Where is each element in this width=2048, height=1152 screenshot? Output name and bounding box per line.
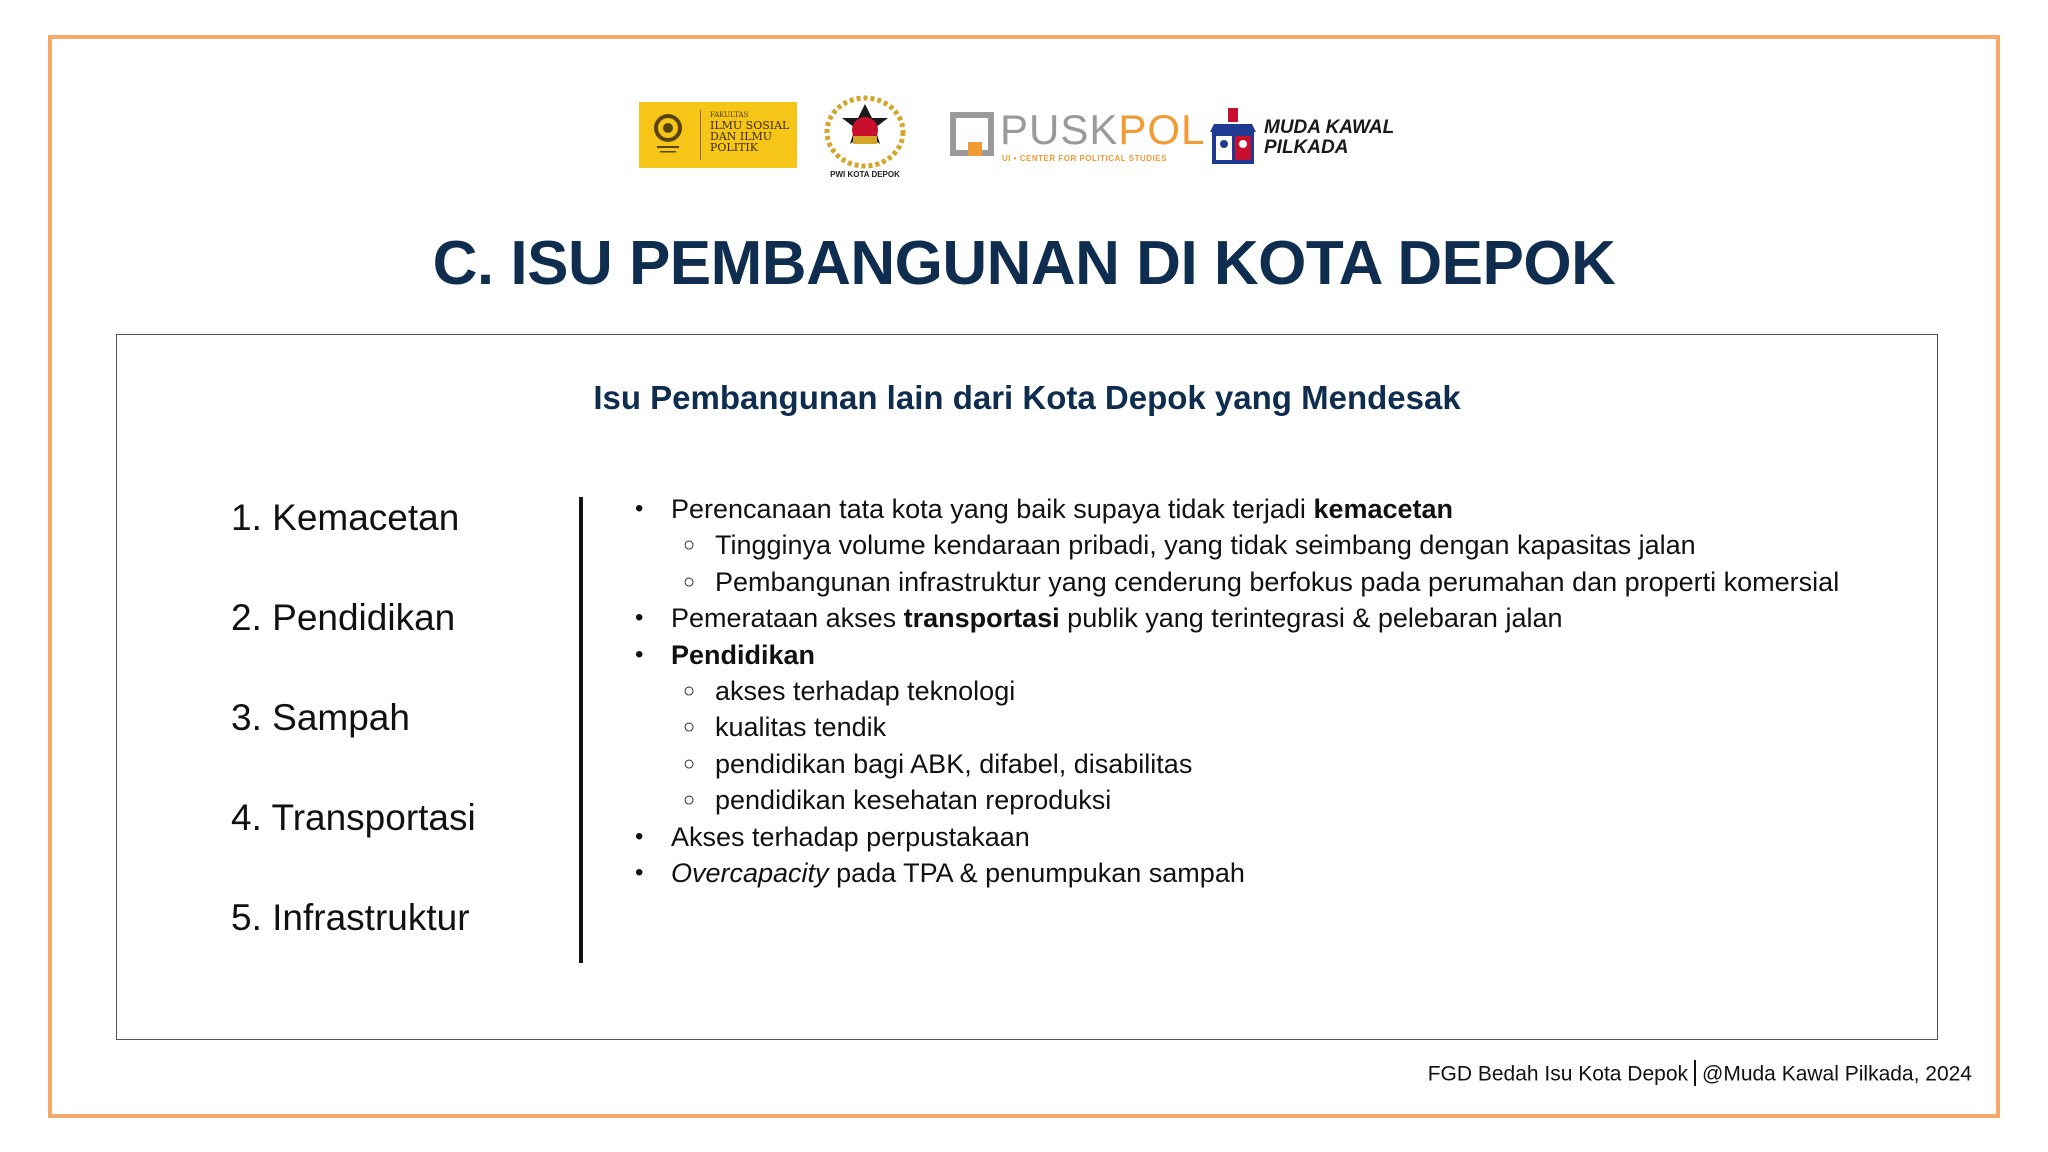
detail-item xyxy=(627,855,1887,891)
puskapol-word-end: POL xyxy=(1118,106,1206,153)
mkp-line-2: PILKADA xyxy=(1264,137,1349,158)
detail-text: Tingginya volume kendaraan pribadi, yang tidak seimbang dengan kapasitas jalan xyxy=(715,530,1696,561)
puskapol-word-start: PUSK xyxy=(1000,106,1119,153)
hollow-bullet-icon: ○ xyxy=(683,534,696,557)
hollow-bullet-icon: ○ xyxy=(683,752,696,775)
content-box xyxy=(116,334,1938,1040)
bullet-icon: • xyxy=(635,640,644,668)
hollow-bullet-icon: ○ xyxy=(683,716,696,739)
pwi-caption: PWI KOTA DEPOK xyxy=(830,170,900,179)
issue-item-pendidikan: 2. Pendidikan xyxy=(231,597,456,638)
detail-bold-text: Pendidikan xyxy=(671,639,816,670)
detail-subitem xyxy=(627,709,1887,745)
fisip-small-text: FAKULTAS xyxy=(710,111,749,119)
detail-subitem xyxy=(627,527,1887,563)
pwi-logo xyxy=(822,92,908,182)
detail-subitem xyxy=(627,564,1887,600)
detail-bold-text: transportasi xyxy=(903,603,1060,634)
logo-bar xyxy=(0,92,2048,182)
muda-kawal-pilkada-logo xyxy=(1208,106,1408,168)
footer-event: FGD Bedah Isu Kota Depok xyxy=(1427,1062,1689,1086)
fisip-divider xyxy=(700,110,701,160)
issue-item-infrastruktur: 5. Infrastruktur xyxy=(231,897,470,938)
footer-credit xyxy=(1428,1062,1972,1088)
detail-subitem xyxy=(627,673,1887,709)
detail-text: kualitas tendik xyxy=(715,712,887,743)
detail-bold-text: kemacetan xyxy=(1313,494,1454,524)
detail-text: pada TPA & penumpukan sampah xyxy=(828,858,1245,889)
mkp-wordmark xyxy=(1264,118,1394,158)
detail-item xyxy=(627,819,1887,855)
detail-text: pendidikan bagi ABK, difabel, disabilitas xyxy=(715,748,1193,779)
puskapol-wordmark xyxy=(1000,108,1205,152)
detail-subitem xyxy=(627,746,1887,782)
page-title: C. ISU PEMBANGUNAN DI KOTA DEPOK xyxy=(432,229,1616,298)
fisip-logo xyxy=(639,102,797,168)
detail-subitem xyxy=(627,782,1887,818)
puskapol-subtitle: UI • CENTER FOR POLITICAL STUDIES xyxy=(1002,154,1167,163)
detail-text: akses terhadap teknologi xyxy=(715,676,1016,707)
hollow-bullet-icon: ○ xyxy=(683,680,696,703)
bullet-icon: • xyxy=(635,495,644,522)
detail-text: Perencanaan tata kota yang baik supaya tidak terjadi xyxy=(671,494,1314,524)
detail-list xyxy=(627,491,1887,891)
issue-item-transportasi: 4. Transportasi xyxy=(231,797,476,838)
bullet-icon: • xyxy=(635,859,644,887)
detail-item xyxy=(627,637,1887,673)
detail-text: pendidikan kesehatan reproduksi xyxy=(715,785,1112,816)
hollow-bullet-icon: ○ xyxy=(683,789,696,812)
fisip-name: ILMU SOSIAL DAN ILMU POLITIK xyxy=(710,119,790,154)
detail-text: Akses terhadap perpustakaan xyxy=(671,821,1030,852)
footer-separator xyxy=(1694,1060,1696,1086)
detail-text: Pemerataan akses xyxy=(671,603,904,634)
mkp-line-1: MUDA KAWAL xyxy=(1264,117,1395,138)
bullet-icon: • xyxy=(635,822,644,850)
footer-author: @Muda Kawal Pilkada, 2024 xyxy=(1702,1062,1972,1086)
puskapol-logo xyxy=(950,106,1206,166)
detail-italic-text: Overcapacity xyxy=(671,858,829,889)
pwi-emblem-icon xyxy=(822,92,908,170)
detail-text: Pembangunan infrastruktur yang cenderung berfokus pada perumahan dan properti komersial xyxy=(715,566,1840,597)
bullet-icon: • xyxy=(635,604,644,632)
university-seal-icon xyxy=(651,111,685,157)
detail-text: publik yang terintegrasi & pelebaran jalan xyxy=(1059,603,1563,634)
column-divider xyxy=(579,497,583,963)
hollow-bullet-icon: ○ xyxy=(683,570,696,593)
issue-list xyxy=(231,495,476,995)
ballot-box-icon xyxy=(1208,106,1258,168)
puskapol-mark-icon xyxy=(950,112,996,162)
box-heading: Isu Pembangunan lain dari Kota Depok yang Mendesak xyxy=(593,379,1461,416)
issue-item-sampah: 3. Sampah xyxy=(231,697,410,738)
detail-item xyxy=(627,491,1887,527)
detail-item xyxy=(627,600,1887,636)
issue-item-kemacetan: 1. Kemacetan xyxy=(231,497,460,538)
